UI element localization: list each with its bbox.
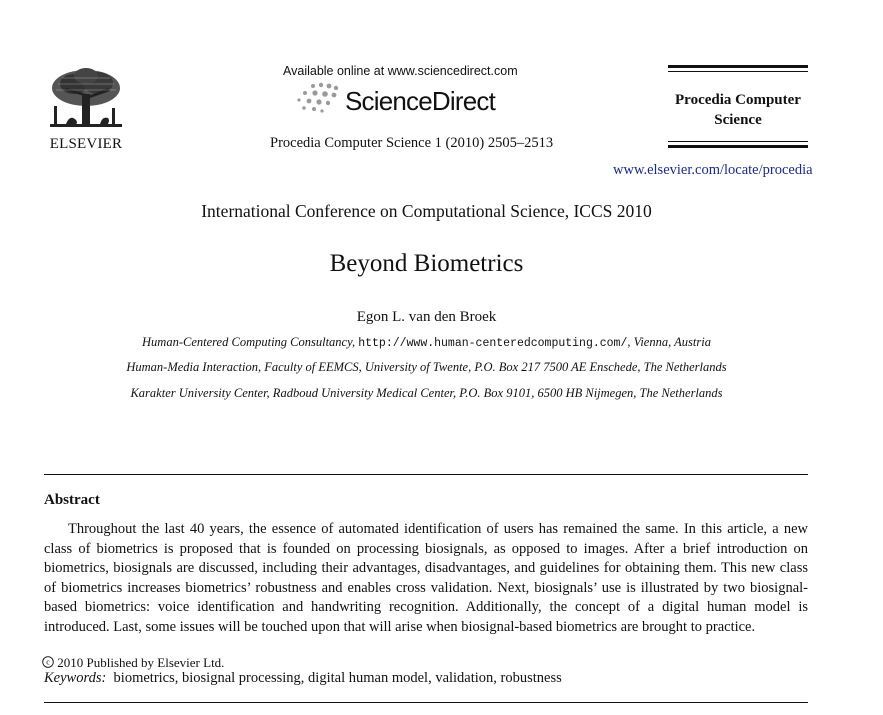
keywords-text: biometrics, biosignal processing, digital human model, validation, robustness [113, 670, 562, 686]
journal-box-rule [668, 65, 808, 68]
journal-name: Procedia Computer Science [675, 92, 801, 128]
journal-box-rule [668, 145, 808, 148]
sciencedirect-dots-icon [295, 82, 343, 116]
journal-reference: Procedia Computer Science 1 (2010) 2505–2513 [270, 135, 554, 151]
copyright-text: 2010 Published by Elsevier Ltd. [57, 655, 225, 670]
affiliation-url-link[interactable]: http://www.human-centeredcomputing.com/ [358, 337, 628, 350]
affiliation-text: Human-Centered Computing Consultancy, [142, 335, 359, 349]
keywords-line [44, 670, 562, 687]
copyright-symbol-text: c [46, 657, 50, 667]
sciencedirect-wordmark: ScienceDirect [345, 86, 495, 116]
journal-url-link[interactable]: www.elsevier.com/locate/procedia [613, 162, 813, 178]
affiliation-2: Human-Media Interaction, Faculty of EEMCS, University of Twente, P.O. Box 217 7500 AE Enschede, The Netherlands [126, 360, 727, 374]
copyright-line [42, 655, 224, 671]
paper-title: Beyond Biometrics [329, 250, 524, 277]
abstract-top-rule [44, 474, 808, 475]
abstract-body: Throughout the last 40 years, the essence of automated identification of users has remained the same. In this article, a new class of biometrics is proposed that is founded on processing biosignals, as opposed to images. After a brief introduction on biometrics, biosignals are discussed, including their advantages, disadvantages, and guidelines for obtaining them. This new class of biometrics increases biometrics’ robustness and enables cross validation. Next, biosignals’ use is illustrated by two biosignal-based biometrics: voice identification and handwriting recognition. Additionally, the concept of a digital human model is introduced. Last, some issues will be touched upon that will arise when biosignal-based biometrics are brought to practice. [44, 521, 808, 635]
sciencedirect-logo [295, 82, 515, 118]
elsevier-wordmark: ELSEVIER [49, 136, 123, 152]
affiliation-3: Karakter University Center, Radboud University Medical Center, P.O. Box 9101, 6500 HB Nijmegen, The Netherlands [130, 386, 723, 400]
abstract-heading: Abstract [44, 492, 100, 508]
author-name: Egon L. van den Broek [356, 309, 497, 325]
copyright-icon [42, 655, 57, 670]
conference-name: International Conference on Computational Science, ICCS 2010 [201, 201, 652, 221]
elsevier-logo [44, 66, 128, 156]
journal-box-rule [668, 71, 808, 72]
affiliation-text: , Vienna, Austria [627, 335, 711, 349]
journal-box-rule [668, 141, 808, 142]
affiliation-1 [0, 335, 853, 350]
elsevier-tree-icon [44, 66, 128, 134]
available-online-text: Available online at www.sciencedirect.com [283, 64, 518, 78]
keywords-label: Keywords: [44, 670, 107, 686]
abstract-bottom-rule [44, 702, 808, 703]
